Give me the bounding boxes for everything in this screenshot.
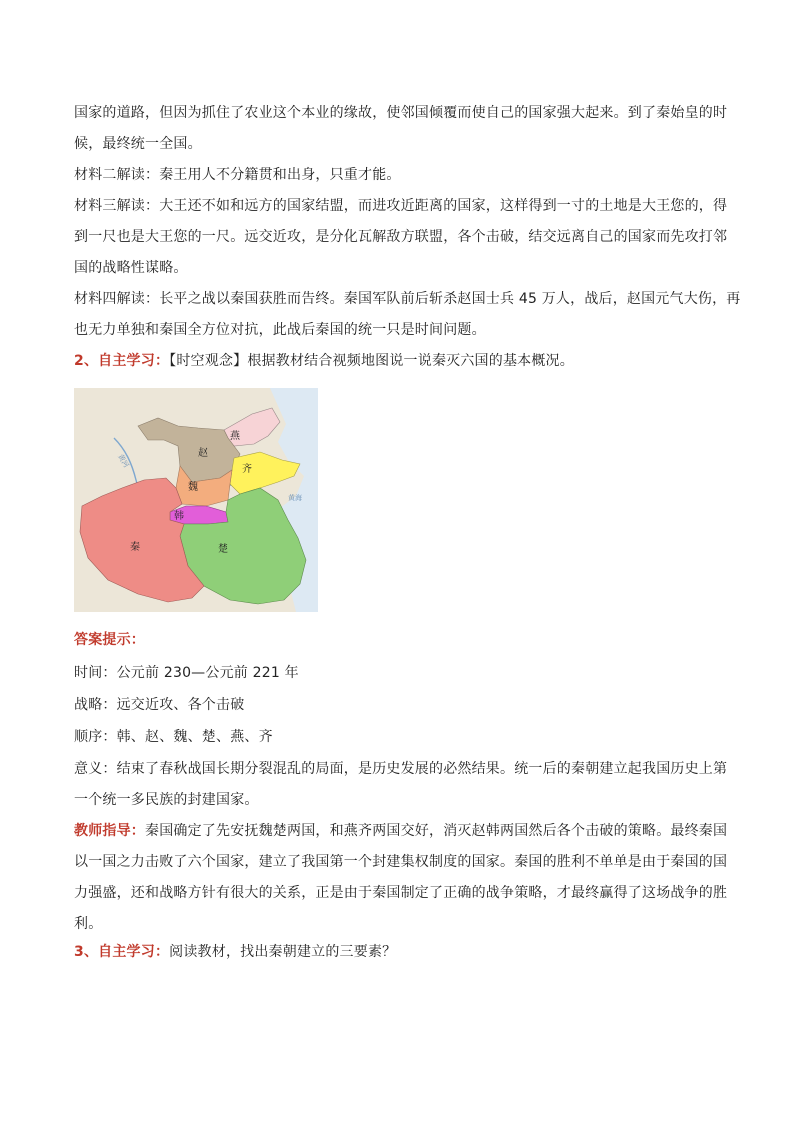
teacher-guidance-line: 力强盛，还和战略方针有很大的关系，正是由于秦国制定了正确的战争策略，才最终赢得了这场战争的胜: [74, 885, 728, 901]
material3-line: 到一尺也是大王您的一尺。远交近攻，是分化瓦解敌方联盟，各个击破，结交远离自己的国家而先攻打邻: [74, 229, 728, 245]
paragraph-line: 国家的道路，但因为抓住了农业这个本业的缘故，使邻国倾覆而使自己的国家强大起来。到了秦始皇的时: [74, 105, 728, 121]
answer-label: [74, 630, 734, 650]
answer-strategy: 战略：远交近攻、各个击破: [74, 697, 245, 713]
label-yellow-sea: 黄海: [288, 494, 302, 502]
teacher-guidance-line: [74, 821, 734, 841]
label-yan: 燕: [230, 431, 240, 442]
paragraph-line: 候，最终统一全国。: [74, 136, 202, 152]
question-3-text: 阅读教材，找出秦朝建立的三要素？: [169, 944, 397, 960]
label-wei: 魏: [188, 482, 198, 493]
material4-line: 材料四解读：长平之战以秦国获胜而告终。秦国军队前后斩杀赵国士兵 45 万人，战后，赵国元气大伤，再: [74, 291, 741, 307]
answer-time: 时间：公元前 230—公元前 221 年: [74, 665, 299, 681]
answer-meaning-line: 意义：结束了春秋战国长期分裂混乱的局面，是历史发展的必然结果。统一后的秦朝建立起我国历史上第: [74, 761, 728, 777]
material3-line: 国的战略性谋略。: [74, 260, 188, 276]
question-2-label: 2、自主学习：: [74, 353, 170, 369]
label-zhao: 赵: [198, 448, 208, 459]
answer-order: 顺序：韩、赵、魏、楚、燕、齐: [74, 729, 273, 745]
answer-label-text: 答案提示：: [74, 632, 145, 648]
teacher-label: 教师指导：: [74, 823, 145, 839]
material2-text: 材料二解读：秦王用人不分籍贯和出身，只重才能。: [74, 167, 401, 183]
label-yellow-river: 黄河: [116, 453, 131, 470]
material4-line: 也无力单独和秦国全方位对抗，此战后秦国的统一只是时间问题。: [74, 322, 486, 338]
question-2: [74, 351, 734, 371]
teacher-guidance-line: 以一国之力击败了六个国家，建立了我国第一个封建集权制度的国家。秦国的胜利不单单是由于秦国的国: [74, 854, 728, 870]
question-3: [74, 942, 734, 962]
label-qi: 齐: [242, 464, 252, 475]
warring-states-map: [74, 388, 318, 612]
teacher-text: 秦国确定了先安抚魏楚两国，和燕齐两国交好，消灭赵韩两国然后各个击破的策略。最终秦国: [145, 823, 728, 839]
answer-meaning-line: 一个统一多民族的封建国家。: [74, 792, 259, 808]
label-han: 韩: [174, 511, 184, 522]
question-3-label: 3、自主学习：: [74, 944, 170, 960]
material3-line: 材料三解读：大王还不如和远方的国家结盟，而进攻近距离的国家，这样得到一寸的土地是大王您的，得: [74, 198, 728, 214]
question-2-text: 【时空观念】根据教材结合视频地图说一说秦灭六国的基本概况。: [169, 353, 574, 369]
label-qin: 秦: [130, 542, 140, 553]
label-chu: 楚: [218, 544, 228, 555]
teacher-guidance-line: 利。: [74, 916, 103, 932]
